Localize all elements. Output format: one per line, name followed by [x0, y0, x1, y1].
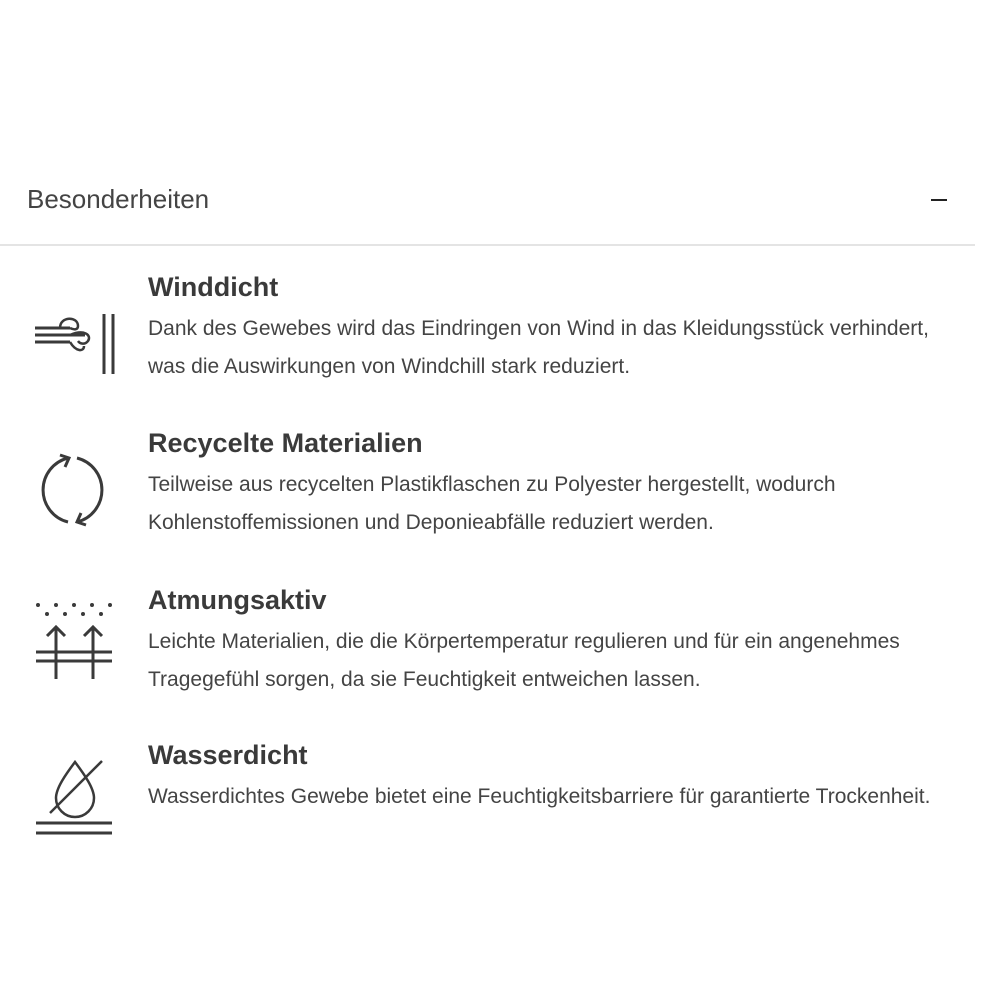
waterproof-icon: [30, 758, 120, 848]
feature-title: Winddicht: [148, 272, 279, 302]
feature-description: Dank des Gewebes wird das Eindringen von Wind in das Kleidungsstück verhindert, was die Auswirkungen von Windchill stark reduziert.: [148, 317, 929, 378]
feature-description: Leichte Materialien, die die Körpertemperatur regulieren und für ein angenehmes Tragegefühl sorgen, da sie Feuchtigkeit entweichen lassen.: [148, 630, 900, 691]
wind-icon: [30, 290, 120, 380]
feature-title: Wasserdicht: [148, 740, 308, 770]
section-title: Besonderheiten: [27, 184, 210, 214]
recycle-icon: [30, 446, 120, 536]
feature-title: Recycelte Materialien: [148, 428, 423, 458]
feature-description: Teilweise aus recycelten Plastikflaschen zu Polyester hergestellt, wodurch Kohlenstoffemissionen und Deponieabfälle reduziert werden.: [148, 473, 836, 534]
feature-title: Atmungsaktiv: [148, 585, 327, 615]
breathable-icon: [30, 597, 120, 687]
accordion-header[interactable]: [0, 170, 975, 246]
feature-description: Wasserdichtes Gewebe bietet eine Feuchtigkeitsbarriere für garantierte Trockenheit.: [148, 785, 931, 808]
minus-icon[interactable]: [931, 199, 947, 201]
